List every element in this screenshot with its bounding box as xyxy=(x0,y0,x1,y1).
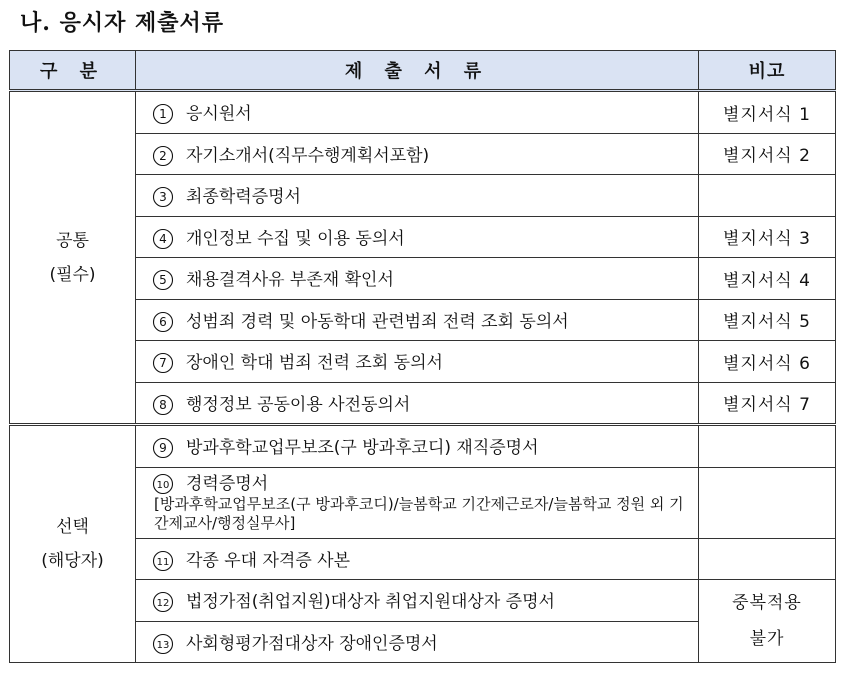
doc-text: 자기소개서(직무수행계획서포함) xyxy=(186,145,430,166)
note-cell: 별지서식 2 xyxy=(699,133,836,175)
number-text: 8 xyxy=(159,397,167,412)
doc-text: 사회형평가점대상자 장애인증명서 xyxy=(186,633,438,654)
doc-cell xyxy=(136,175,699,217)
table-row xyxy=(10,425,836,468)
doc-text: 각종 우대 자격증 사본 xyxy=(186,550,351,571)
doc-cell xyxy=(136,538,699,580)
circled-number-icon xyxy=(152,103,174,125)
doc-text: 장애인 학대 범죄 전력 조회 동의서 xyxy=(186,353,443,374)
circled-number-svg xyxy=(152,550,174,572)
number-text: 2 xyxy=(159,148,167,163)
doc-subtext: [방과후학교업무보조(구 방과후코디)/늘봄학교 기간제근로자/늘봄학교 정원 외 기간제교사/행정실무사] xyxy=(154,494,684,532)
doc-cell xyxy=(136,216,699,258)
number-text: 3 xyxy=(159,190,167,205)
header-note: 비고 xyxy=(699,51,836,91)
doc-text: 최종학력증명서 xyxy=(186,187,301,208)
doc-cell xyxy=(136,382,699,425)
circled-number-icon xyxy=(152,145,174,167)
circled-number-svg xyxy=(152,437,174,459)
circled-number-icon xyxy=(152,228,174,250)
note-cell: 별지서식 4 xyxy=(699,258,836,300)
circled-number-svg xyxy=(152,473,174,495)
doc-cell xyxy=(136,621,699,663)
circled-number-icon xyxy=(152,269,174,291)
circled-number-svg xyxy=(152,394,174,416)
circled-number-icon xyxy=(152,311,174,333)
category-optional-label: 선택 (해당자) xyxy=(41,517,104,571)
doc-cell xyxy=(136,258,699,300)
note-cell: 별지서식 5 xyxy=(699,299,836,341)
circled-number-svg xyxy=(152,103,174,125)
note-cell: 별지서식 1 xyxy=(699,91,836,134)
header-category: 구 분 xyxy=(10,51,136,91)
note-cell xyxy=(699,425,836,468)
doc-cell xyxy=(136,299,699,341)
circled-number-svg xyxy=(152,352,174,374)
circled-number-svg xyxy=(152,591,174,613)
doc-cell xyxy=(136,133,699,175)
circled-number-svg xyxy=(152,145,174,167)
circled-number-icon xyxy=(152,591,174,613)
category-common-label: 공통 (필수) xyxy=(49,230,96,285)
documents-table xyxy=(9,50,836,663)
note-cell xyxy=(699,538,836,580)
table-header-row xyxy=(10,51,836,91)
note-cell xyxy=(699,175,836,217)
doc-text: 방과후학교업무보조(구 방과후코디) 재직증명서 xyxy=(186,438,539,459)
dup-note-label: 중복적용 불가 xyxy=(732,593,802,649)
note-cell: 별지서식 3 xyxy=(699,216,836,258)
note-cell: 별지서식 7 xyxy=(699,382,836,425)
number-text: 12 xyxy=(156,598,170,610)
number-text: 11 xyxy=(156,556,170,568)
doc-cell xyxy=(136,425,699,468)
circled-number-icon xyxy=(152,633,174,655)
doc-cell xyxy=(136,341,699,383)
number-text: 9 xyxy=(159,441,167,456)
number-text: 1 xyxy=(159,107,167,122)
table-row xyxy=(10,91,836,134)
doc-text: 경력증명서 xyxy=(186,473,269,494)
circled-number-icon xyxy=(152,437,174,459)
doc-text: 응시원서 xyxy=(186,104,252,125)
circled-number-svg xyxy=(152,633,174,655)
circled-number-icon xyxy=(152,550,174,572)
circled-number-icon xyxy=(152,473,174,495)
number-text: 7 xyxy=(159,356,167,371)
note-cell xyxy=(699,467,836,538)
section-title: 나. 응시자 제출서류 xyxy=(20,10,224,36)
doc-text: 성범죄 경력 및 아동학대 관련범죄 전력 조회 동의서 xyxy=(186,311,569,332)
doc-cell xyxy=(136,580,699,622)
circled-number-icon xyxy=(152,186,174,208)
doc-cell xyxy=(136,467,699,538)
circled-number-icon xyxy=(152,394,174,416)
circled-number-svg xyxy=(152,311,174,333)
doc-text: 채용결격사유 부존재 확인서 xyxy=(186,270,394,291)
circled-number-icon xyxy=(152,352,174,374)
header-documents: 제 출 서 류 xyxy=(136,51,699,91)
doc-cell xyxy=(136,91,699,134)
circled-number-svg xyxy=(152,269,174,291)
doc-text: 개인정보 수집 및 이용 동의서 xyxy=(186,228,405,249)
number-text: 10 xyxy=(156,479,170,491)
number-text: 6 xyxy=(159,314,167,329)
dup-note-cell xyxy=(699,580,836,663)
category-optional xyxy=(10,425,136,663)
category-common xyxy=(10,91,136,425)
number-text: 4 xyxy=(159,231,167,246)
doc-text: 법정가점(취업지원)대상자 취업지원대상자 증명서 xyxy=(186,592,555,613)
number-text: 5 xyxy=(159,273,167,288)
circled-number-svg xyxy=(152,186,174,208)
note-cell: 별지서식 6 xyxy=(699,341,836,383)
number-text: 13 xyxy=(156,639,170,651)
circled-number-svg xyxy=(152,228,174,250)
doc-text: 행정정보 공동이용 사전동의서 xyxy=(186,394,411,415)
